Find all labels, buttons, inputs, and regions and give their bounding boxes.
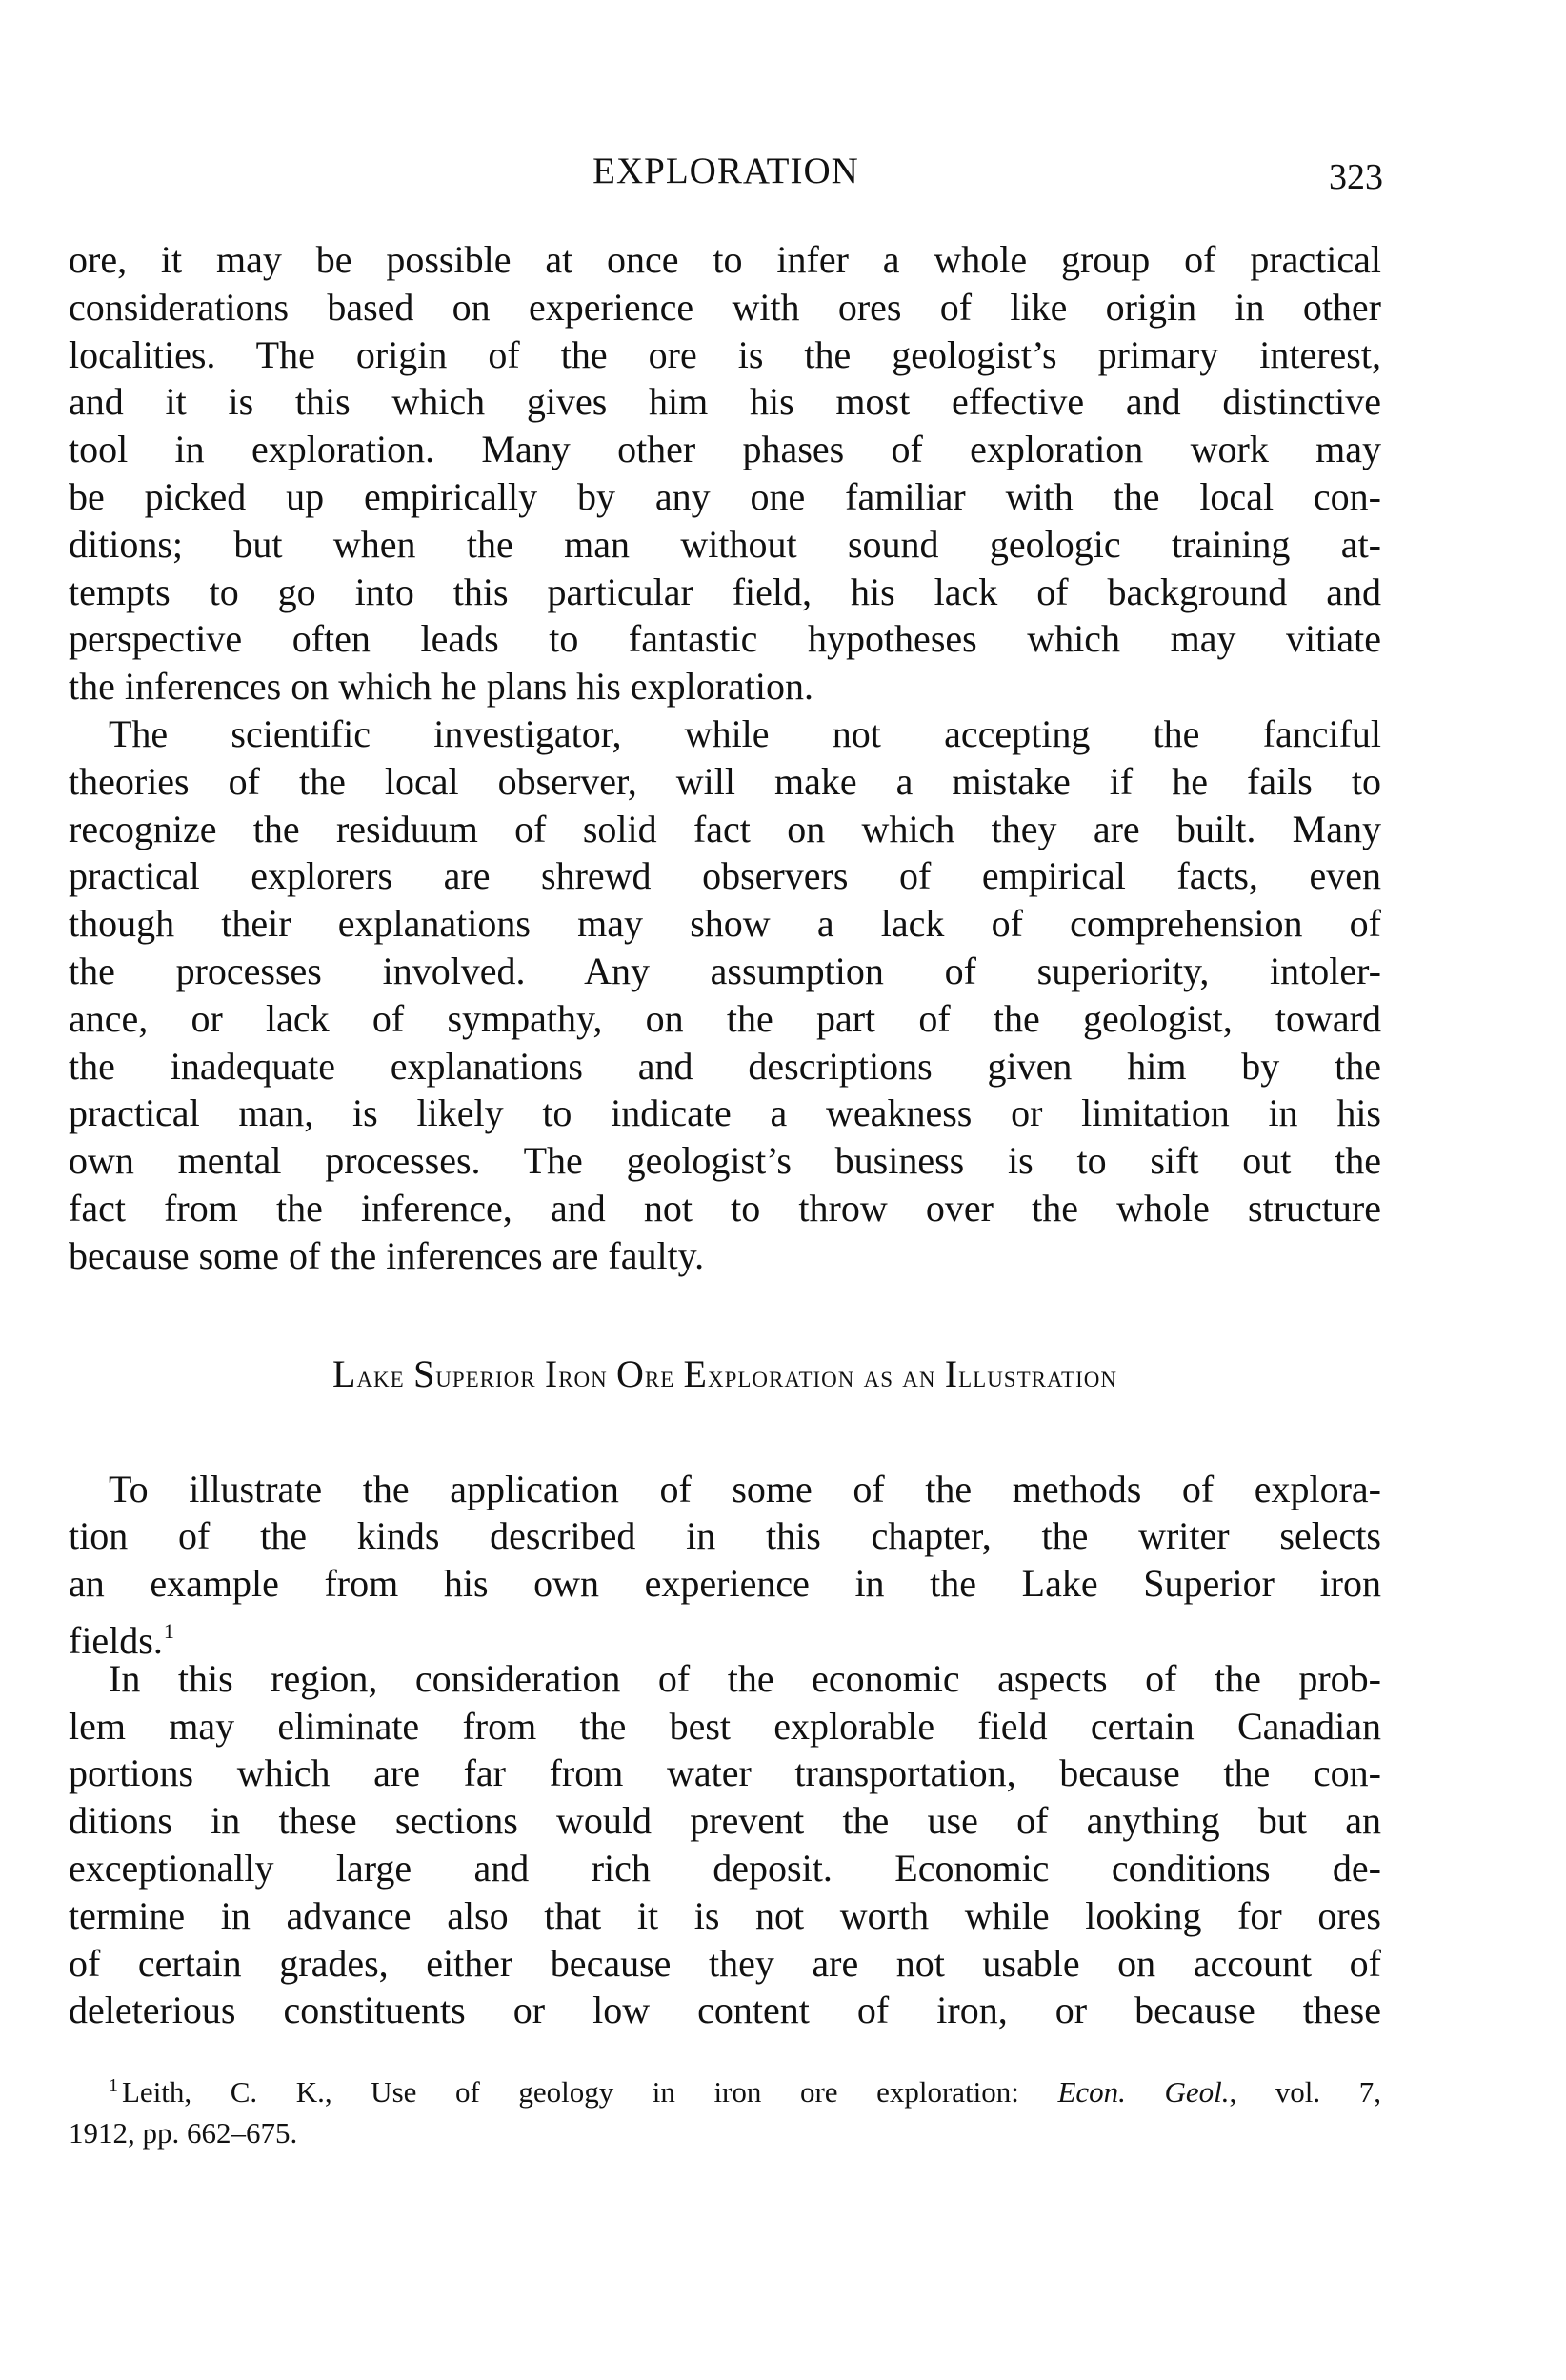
- text-line: exceptionally large and rich deposit. Economic conditions de-: [69, 1846, 1381, 1890]
- text-line: fields.$^1$: [69, 1618, 174, 1662]
- text-line: perspective often leads to fantastic hypotheses which may vitiate: [69, 617, 1381, 661]
- text-line: ditions in these sections would prevent the use of anything but an: [69, 1799, 1381, 1843]
- text-line: tion of the kinds described in this chapter, the writer selects: [69, 1514, 1381, 1558]
- text-line: tempts to go into this particular field, his lack of background and: [69, 570, 1381, 613]
- text-line: lem may eliminate from the best explorable field certain Canadian: [69, 1704, 1381, 1748]
- heading-word: an: [902, 1359, 936, 1394]
- text-line: though their explanations may show a lack of comprehension of: [69, 902, 1381, 946]
- paragraph-2: [69, 710, 1381, 1280]
- text-line: localities. The origin of the ore is the geologist’s primary interest,: [69, 332, 1381, 376]
- text-line: practical explorers are shrewd observers of empirical facts, even: [69, 854, 1381, 898]
- text-line: be picked up empirically by any one familiar with the local con-: [69, 474, 1381, 518]
- text-line: termine in advance also that it is not worth while looking for ores: [69, 1893, 1381, 1937]
- text-line: ore, it may be possible at once to infer a whole group of practical: [69, 238, 1381, 281]
- text-line: considerations based on experience with ores of like origin in other: [69, 285, 1381, 329]
- paragraph-4: [69, 1655, 1381, 2034]
- journal-title: Econ. Geol.: [1057, 2075, 1230, 2110]
- paragraph-3: [69, 1466, 1381, 1662]
- text-line: own mental processes. The geologist’s business is to sift out the: [69, 1139, 1381, 1183]
- paragraph-1: [69, 236, 1381, 710]
- text-line: ditions; but when the man without sound geologic training at-: [69, 522, 1381, 566]
- text-line: and it is this which gives him his most effective and distinctive: [69, 380, 1381, 424]
- text-line: In this region, consideration of the economic aspects of the prob-: [109, 1656, 1381, 1700]
- heading-word: as: [863, 1359, 894, 1394]
- text-line: the inferences on which he plans his exploration.: [69, 665, 813, 709]
- footnote-reference[interactable]: 1: [163, 1618, 174, 1643]
- text-line: the inadequate explanations and descriptions given him by the: [69, 1044, 1381, 1088]
- running-header: [69, 145, 1383, 202]
- text-line: the processes involved. Any assumption of superiority, intoler-: [69, 949, 1381, 992]
- text-line: tool in exploration. Many other phases of exploration work may: [69, 428, 1381, 471]
- text-line: of certain grades, either because they are not usable on account of: [69, 1941, 1381, 1985]
- text-line: an example from his own experience in the Lake Superior iron: [69, 1562, 1381, 1606]
- text-line: The scientific investigator, while not accepting the fanciful: [109, 711, 1381, 755]
- heading-word: Iron: [544, 1351, 608, 1395]
- footnote: [69, 2063, 1381, 2156]
- heading-word: Illustration: [944, 1351, 1117, 1395]
- heading-word: Ore: [616, 1351, 675, 1395]
- text-line: fact from the inference, and not to throw over the whole structure: [69, 1186, 1381, 1230]
- section-heading: [69, 1350, 1381, 1401]
- text-line: because some of the inferences are faulty.: [69, 1233, 705, 1277]
- heading-word: Lake: [332, 1351, 405, 1395]
- footnote-line: $^1$ Leith, C. K., Use of geology in iron ore exploration: Econ. Geol., vol. 7,: [109, 2075, 1381, 2110]
- text-line: ance, or lack of sympathy, on the part of the geologist, toward: [69, 996, 1381, 1040]
- footnote-line: 1912, pp. 662–675.: [69, 2116, 298, 2150]
- running-title: EXPLORATION: [592, 150, 859, 191]
- text-line: deleterious constituents or low content of iron, or because these: [69, 1989, 1381, 2032]
- footnote-marker: 1: [109, 2075, 118, 2097]
- text-line: practical man, is likely to indicate a weakness or limitation in his: [69, 1091, 1381, 1135]
- text-line: recognize the residuum of solid fact on which they are built. Many: [69, 807, 1381, 850]
- heading-word: Superior: [412, 1351, 536, 1395]
- body-text: [69, 236, 1381, 2156]
- text-line: theories of the local observer, will make a mistake if he fails to: [69, 759, 1381, 803]
- text-line: To illustrate the application of some of the methods of explora-: [109, 1467, 1381, 1510]
- text-line: portions which are far from water transportation, because the con-: [69, 1751, 1381, 1795]
- heading-word: Exploration: [683, 1351, 855, 1395]
- page-number: 323: [1329, 157, 1383, 197]
